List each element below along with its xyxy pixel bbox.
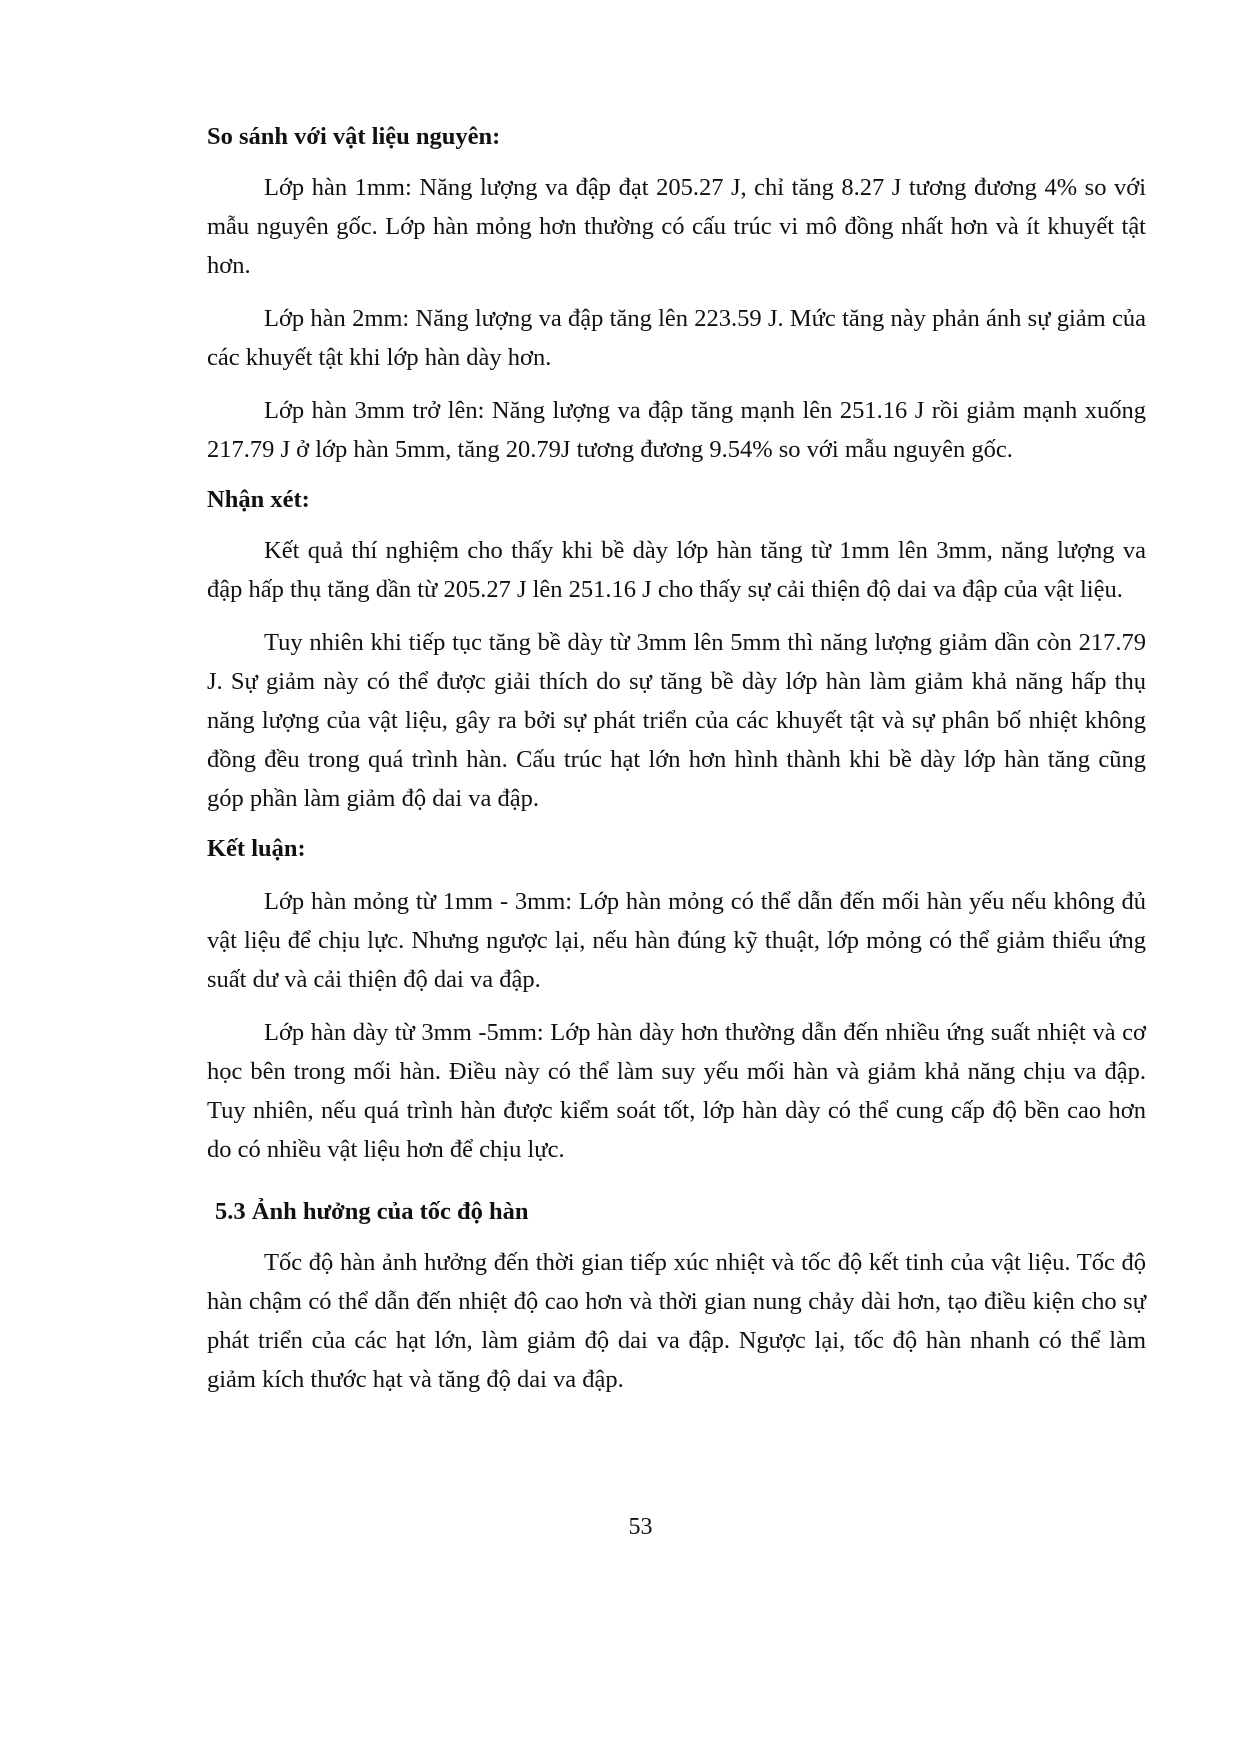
paragraph: Lớp hàn 1mm: Năng lượng va đập đạt 205.27 J, chỉ tăng 8.27 J tương đương 4% so với mẫu nguyên gốc. Lớp hàn mỏng hơn thường có cấu trúc vi mô đồng nhất hơn và ít khuyết tật hơn. [207,174,1146,279]
paragraph: Lớp hàn dày từ 3mm -5mm: Lớp hàn dày hơn thường dẫn đến nhiều ứng suất nhiệt và cơ học bên trong mối hàn. Điều này có thể làm suy yếu mối hàn và giảm khả năng chịu va đập. Tuy nhiên, nếu quá trình hàn được kiểm soát tốt, lớp hàn dày có thể cung cấp độ bền cao hơn do có nhiều vật liệu hơn để chịu lực. [207,1019,1146,1163]
paragraph: Lớp hàn 3mm trở lên: Năng lượng va đập tăng mạnh lên 251.16 J rồi giảm mạnh xuống 217.79 J ở lớp hàn 5mm, tăng 20.79J tương đương 9.54% so với mẫu nguyên gốc. [207,397,1146,463]
paragraph: Lớp hàn mỏng từ 1mm - 3mm: Lớp hàn mỏng có thể dẫn đến mối hàn yếu nếu không đủ vật liệu để chịu lực. Nhưng ngược lại, nếu hàn đúng kỹ thuật, lớp mỏng có thể giảm thiểu ứng suất dư và cải thiện độ dai va đập. [207,888,1146,993]
conclusion-heading: Kết luận: [207,835,306,862]
paragraph: Tuy nhiên khi tiếp tục tăng bề dày từ 3mm lên 5mm thì năng lượng giảm dần còn 217.79 J. Sự giảm này có thể được giải thích do sự tăng bề dày lớp hàn làm giảm khả năng hấp thụ năng lượng của vật liệu, gây ra bởi sự phát triển của các khuyết tật và sự phân bố nhiệt không đồng đều trong quá trình hàn. Cấu trúc hạt lớn hơn hình thành khi bề dày lớp hàn tăng cũng góp phần làm giảm độ dai va đập. [207,629,1146,812]
comparison-heading: So sánh với vật liệu nguyên: [207,123,501,150]
page-number: 53 [628,1514,653,1540]
section-heading-5-3: 5.3 Ảnh hưởng của tốc độ hàn [215,1198,529,1225]
paragraph: Kết quả thí nghiệm cho thấy khi bề dày lớp hàn tăng từ 1mm lên 3mm, năng lượng va đập hấp thụ tăng dần từ 205.27 J lên 251.16 J cho thấy sự cải thiện độ dai va đập của vật liệu. [207,537,1146,603]
page-content [207,118,1146,1399]
remark-heading: Nhận xét: [207,486,310,513]
paragraph: Tốc độ hàn ảnh hưởng đến thời gian tiếp xúc nhiệt và tốc độ kết tinh của vật liệu. Tốc độ hàn chậm có thể dẫn đến nhiệt độ cao hơn và thời gian nung chảy dài hơn, tạo điều kiện cho sự phát triển của các hạt lớn, làm giảm độ dai va đập. Ngược lại, tốc độ hàn nhanh có thể làm giảm kích thước hạt và tăng độ dai va đập. [207,1249,1146,1393]
paragraph: Lớp hàn 2mm: Năng lượng va đập tăng lên 223.59 J. Mức tăng này phản ánh sự giảm của các khuyết tật khi lớp hàn dày hơn. [207,305,1146,371]
